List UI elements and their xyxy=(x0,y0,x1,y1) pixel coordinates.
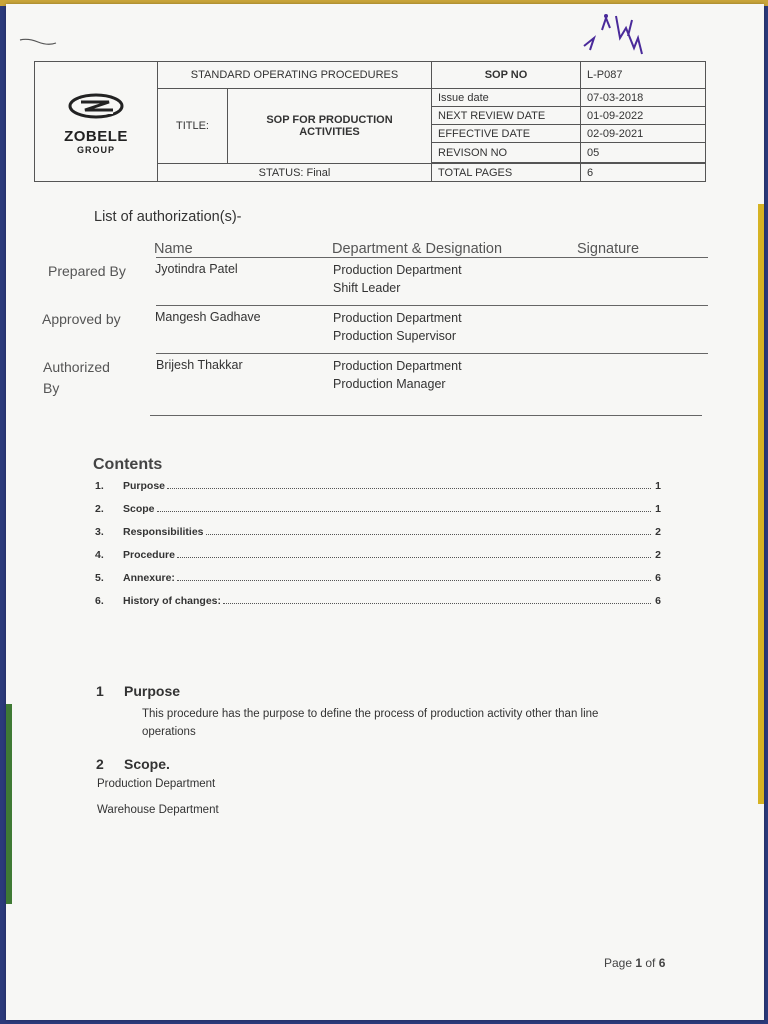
designation: Production Manager xyxy=(333,377,446,391)
field-label: EFFECTIVE DATE xyxy=(432,125,581,143)
department-designation xyxy=(333,309,462,345)
status: STATUS: Final xyxy=(158,164,432,182)
toc-label: History of changes: xyxy=(123,595,222,607)
toc-page: 6 xyxy=(655,572,661,584)
zobele-logo-icon xyxy=(59,89,133,123)
document-page xyxy=(6,4,764,1020)
toc-page: 2 xyxy=(655,526,661,538)
section-heading-scope xyxy=(96,756,170,772)
section-number: 1 xyxy=(96,683,104,699)
role-label-line: Authorized xyxy=(43,359,110,375)
toc-leader xyxy=(157,511,651,512)
toc-number: 4. xyxy=(95,549,104,561)
toc-page: 6 xyxy=(655,595,661,607)
section-title: Purpose xyxy=(124,683,181,699)
page-total: 6 xyxy=(658,956,666,970)
role-label: Prepared By xyxy=(48,263,126,279)
field-label: Issue date xyxy=(432,89,581,107)
scope-line: Production Department xyxy=(97,778,216,790)
company-name: ZOBELE xyxy=(64,127,128,145)
section-title: Scope. xyxy=(124,756,170,772)
page-current: 1 xyxy=(635,956,643,970)
sop-header-table xyxy=(34,61,706,182)
toc-label: Responsibilities xyxy=(123,526,204,538)
divider xyxy=(156,353,708,354)
sop-no-label: SOP NO xyxy=(432,62,581,89)
department-designation xyxy=(333,357,462,393)
sop-title xyxy=(228,89,432,164)
title-label: TITLE: xyxy=(158,89,228,164)
toc-item[interactable] xyxy=(95,549,661,572)
toc-item[interactable] xyxy=(95,480,661,503)
section-heading-purpose xyxy=(96,683,180,699)
company-group: GROUP xyxy=(76,144,115,155)
toc-leader xyxy=(223,603,651,604)
page-prefix: Page xyxy=(604,956,636,970)
purpose-text xyxy=(142,705,598,741)
field-value: 02-09-2021 xyxy=(581,125,706,143)
toc-number: 1. xyxy=(95,480,104,492)
toc-item[interactable] xyxy=(95,572,661,595)
designation: Production Supervisor xyxy=(333,329,456,343)
toc-page: 2 xyxy=(655,549,661,561)
sop-title-line: ACTIVITIES xyxy=(299,126,360,138)
sop-title-line: SOP FOR PRODUCTION xyxy=(266,114,393,126)
sop-type: STANDARD OPERATING PROCEDURES xyxy=(158,62,432,89)
company-logo-cell xyxy=(35,62,158,182)
toc-page: 1 xyxy=(655,480,661,492)
divider xyxy=(150,415,702,416)
toc-leader xyxy=(177,557,651,558)
role-label xyxy=(43,357,110,399)
toc-label: Procedure xyxy=(123,549,175,561)
toc-number: 5. xyxy=(95,572,104,584)
department: Production Department xyxy=(333,311,462,325)
department: Production Department xyxy=(333,263,462,277)
column-header-name: Name xyxy=(154,241,193,257)
handwritten-initials xyxy=(576,8,666,64)
toc-leader xyxy=(177,580,651,581)
field-label: NEXT REVIEW DATE xyxy=(432,107,581,125)
department-designation xyxy=(333,261,462,297)
role-label-line: By xyxy=(43,380,60,396)
toc-leader xyxy=(167,488,651,489)
field-value: 05 xyxy=(581,143,706,163)
field-value: 07-03-2018 xyxy=(581,89,706,107)
person-name: Mangesh Gadhave xyxy=(155,310,261,324)
person-name: Brijesh Thakkar xyxy=(156,358,243,372)
role-label: Approved by xyxy=(42,311,121,327)
person-name: Jyotindra Patel xyxy=(155,262,238,276)
toc-number: 3. xyxy=(95,526,104,538)
purpose-text-line: operations xyxy=(142,726,196,738)
toc-page: 1 xyxy=(655,503,661,515)
toc-item[interactable] xyxy=(95,503,661,526)
purpose-text-line: This procedure has the purpose to define the process of production activity other than line xyxy=(142,708,599,720)
section-number: 2 xyxy=(96,756,104,772)
contents-title: Contents xyxy=(93,456,163,473)
authorizations-title: List of authorization(s)- xyxy=(94,209,242,225)
page-edge-decoration xyxy=(6,704,12,904)
divider xyxy=(156,257,708,258)
column-header-department: Department & Designation xyxy=(332,241,503,257)
page-edge-decoration xyxy=(758,204,764,804)
toc-label: Annexure: xyxy=(123,572,175,584)
page-number xyxy=(604,956,665,970)
toc-number: 6. xyxy=(95,595,104,607)
toc-label: Purpose xyxy=(123,480,166,492)
toc-item[interactable] xyxy=(95,595,661,618)
divider xyxy=(156,305,708,306)
toc-item[interactable] xyxy=(95,526,661,549)
field-value: 01-09-2022 xyxy=(581,107,706,125)
field-label: TOTAL PAGES xyxy=(432,164,581,182)
toc-leader xyxy=(206,534,651,535)
table-of-contents xyxy=(95,480,661,618)
field-value: 6 xyxy=(581,164,706,182)
column-header-signature: Signature xyxy=(577,241,640,257)
department: Production Department xyxy=(333,359,462,373)
pen-mark xyxy=(18,34,58,46)
toc-label: Scope xyxy=(123,503,155,515)
sop-no-value: L-P087 xyxy=(581,62,706,89)
designation: Shift Leader xyxy=(333,281,401,295)
field-label: REVISON NO xyxy=(432,143,581,163)
toc-number: 2. xyxy=(95,503,104,515)
scope-line: Warehouse Department xyxy=(97,804,219,816)
page-of: of xyxy=(642,956,659,970)
